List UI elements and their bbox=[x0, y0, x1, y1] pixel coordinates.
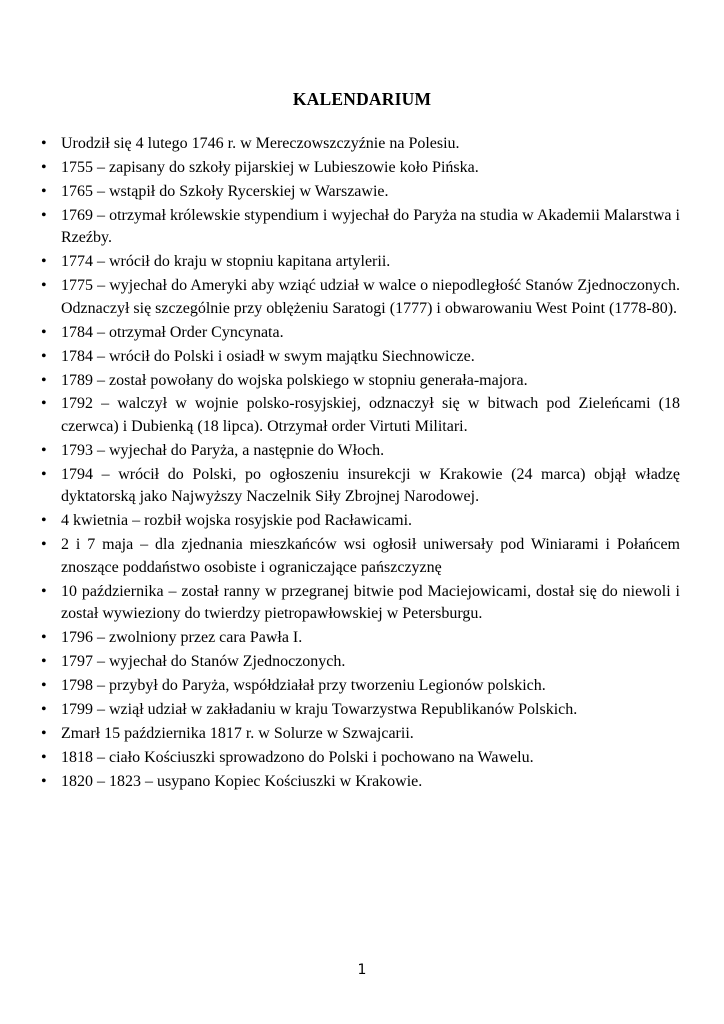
list-item bbox=[41, 581, 680, 626]
page-number: 1 bbox=[357, 962, 367, 978]
list-item-text: Zmarł 15 października 1817 r. w Solurze w Szwajcarii. bbox=[61, 724, 414, 742]
bullet-icon: • bbox=[41, 395, 47, 413]
bullet-icon: • bbox=[41, 465, 47, 483]
bullet-icon: • bbox=[41, 536, 47, 554]
list-item bbox=[41, 747, 680, 770]
bullet-icon: • bbox=[41, 158, 47, 176]
list-item-text: 2 i 7 maja – dla zjednania mieszkańców wsi ogłosił uniwersały pod Winiarami i Połańcem znoszące poddaństwo osobiste i ograniczające pańszczyznę bbox=[61, 536, 680, 576]
list-item-text: 1799 – wziął udział w zakładaniu w kraju Towarzystwa Republikanów Polskich. bbox=[61, 700, 578, 718]
list-item bbox=[41, 322, 680, 345]
list-item-text: 1818 – ciało Kościuszki sprowadzono do Polski i pochowano na Wawelu. bbox=[61, 748, 534, 766]
bullet-icon: • bbox=[41, 653, 47, 670]
list-item bbox=[41, 771, 680, 794]
list-item bbox=[41, 699, 680, 722]
bullet-icon: • bbox=[41, 182, 47, 200]
bullet-icon: • bbox=[41, 323, 47, 341]
list-item bbox=[41, 157, 680, 180]
list-item-text: 1797 – wyjechał do Stanów Zjednoczonych. bbox=[61, 653, 346, 670]
bullet-icon: • bbox=[41, 441, 47, 459]
list-item-text: 1774 – wrócił do kraju w stopniu kapitana artylerii. bbox=[61, 253, 391, 271]
list-item-text: 1755 – zapisany do szkoły pijarskiej w Lubieszowie koło Pińska. bbox=[61, 158, 479, 176]
bullet-icon: • bbox=[41, 724, 47, 742]
list-item bbox=[41, 251, 680, 274]
list-item bbox=[41, 651, 680, 674]
list-item bbox=[41, 275, 680, 320]
bullet-icon: • bbox=[41, 347, 47, 365]
list-item bbox=[41, 464, 680, 509]
bullet-icon: • bbox=[41, 582, 47, 600]
bullet-icon: • bbox=[41, 676, 47, 694]
list-item-text: 1792 – walczył w wojnie polsko-rosyjskiej, odznaczył się w bitwach pod Zieleńcami (18 czerwca) i Dubienką (18 lipca). Otrzymał order Virtuti Militari. bbox=[61, 395, 680, 435]
bullet-icon: • bbox=[41, 629, 47, 647]
list-item-text: 1793 – wyjechał do Paryża, a następnie do Włoch. bbox=[61, 441, 385, 459]
list-item-text: 1820 – 1823 – usypano Kopiec Kościuszki w Krakowie. bbox=[61, 772, 423, 790]
list-item-text: 1784 – wrócił do Polski i osiadł w swym majątku Siechnowicze. bbox=[61, 347, 475, 365]
list-item bbox=[41, 370, 680, 393]
list-item bbox=[41, 723, 680, 746]
list-item-text: Urodził się 4 lutego 1746 r. w Mereczowszczyźnie na Polesiu. bbox=[61, 135, 460, 152]
bullet-icon: • bbox=[41, 277, 47, 295]
bullet-icon: • bbox=[41, 206, 47, 224]
list-item bbox=[41, 346, 680, 369]
bullet-icon: • bbox=[41, 700, 47, 718]
list-item-text: 1794 – wrócił do Polski, po ogłoszeniu insurekcji w Krakowie (24 marca) objął władzę dyktatorską jako Najwyższy Naczelnik Siły Zbrojnej Narodowej. bbox=[61, 465, 680, 506]
bullet-icon: • bbox=[41, 748, 47, 766]
list-item-text: 4 kwietnia – rozbił wojska rosyjskie pod Racławicami. bbox=[61, 512, 413, 530]
bullet-icon: • bbox=[41, 512, 47, 530]
list-item-text: 10 października – został ranny w przegranej bitwie pod Maciejowicami, dostał się do niewoli i został wywieziony do twierdzy pietropawłowskiej w Petersburgu. bbox=[61, 582, 680, 623]
list-item bbox=[41, 205, 680, 250]
list-item-text: 1784 – otrzymał Order Cyncynata. bbox=[61, 323, 284, 341]
list-item-text: 1775 – wyjechał do Ameryki aby wziąć udział w walce o niepodległość Stanów Zjednoczonych. Odznaczył się szczególnie przy oblężeniu Saratogi (1777) i obwarowaniu West Point (1778-80). bbox=[61, 277, 680, 317]
bullet-icon: • bbox=[41, 253, 47, 271]
list-item bbox=[41, 133, 680, 156]
page-title: KALENDARIUM bbox=[292, 89, 432, 109]
list-item bbox=[41, 510, 680, 533]
bullet-icon: • bbox=[41, 371, 47, 389]
list-item-text: 1796 – zwolniony przez cara Pawła I. bbox=[61, 629, 303, 647]
list-item bbox=[41, 675, 680, 698]
list-item bbox=[41, 440, 680, 463]
list-item bbox=[41, 393, 680, 438]
bullet-icon: • bbox=[41, 135, 47, 152]
list-item-text: 1769 – otrzymał królewskie stypendium i wyjechał do Paryża na studia w Akademii Malarstwa i Rzeźby. bbox=[61, 206, 680, 247]
list-item bbox=[41, 181, 680, 204]
timeline-list bbox=[41, 133, 680, 795]
list-item bbox=[41, 627, 680, 650]
list-item-text: 1789 – został powołany do wojska polskiego w stopniu generała-majora. bbox=[61, 371, 528, 389]
list-item-text: 1765 – wstąpił do Szkoły Rycerskiej w Warszawie. bbox=[61, 182, 389, 200]
bullet-icon: • bbox=[41, 772, 47, 790]
list-item bbox=[41, 534, 680, 579]
list-item-text: 1798 – przybył do Paryża, współdziałał przy tworzeniu Legionów polskich. bbox=[61, 676, 546, 694]
